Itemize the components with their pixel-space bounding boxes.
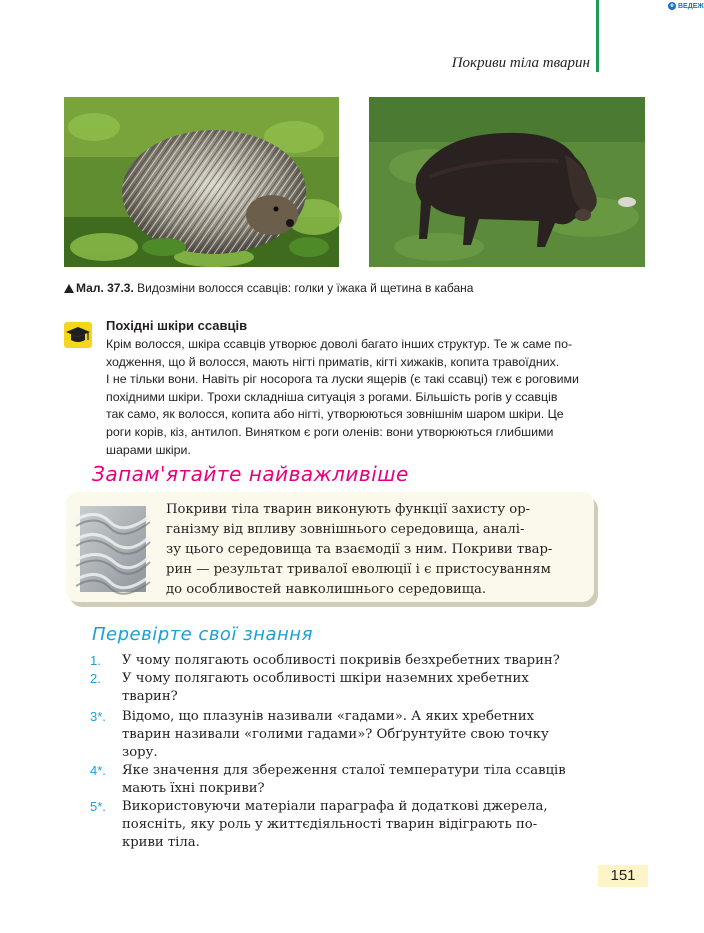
- question-line: тварин?: [122, 689, 178, 704]
- question-text: [122, 762, 600, 798]
- summary-line: ганізму від впливу зовнішнього середовища, аналі-: [166, 522, 525, 537]
- question-number: 4*.: [90, 763, 106, 778]
- question-number: 5*.: [90, 799, 106, 814]
- question-text: [122, 670, 600, 706]
- figure-caption: [64, 281, 664, 295]
- section-title: Похідні шкіри ссавців: [106, 318, 248, 333]
- question-number: 3*.: [90, 709, 106, 724]
- graduation-cap-icon: [64, 322, 92, 348]
- hedgehog-photo: [64, 97, 339, 267]
- logo-circle-icon: e: [668, 2, 676, 10]
- summary-line: до особливостей навколишнього середовища.: [166, 582, 487, 597]
- logo-text: ВЕДЕЖ: [678, 2, 704, 10]
- figure-label: Мал. 37.3.: [76, 281, 134, 295]
- question-line: мають їхні покриви?: [122, 781, 265, 796]
- running-title: Покриви тіла тварин: [451, 55, 590, 71]
- question-line: Яке значення для збереження сталої температури тіла ссавців: [122, 763, 566, 778]
- question-2: [90, 670, 600, 706]
- question-text: [122, 708, 600, 762]
- body-line: шарами шкіри.: [106, 442, 191, 457]
- triangle-marker-icon: [64, 284, 74, 293]
- body-line: ходження, що й волосся, мають нігті приматів, кігті хижаків, копита травоїдних.: [106, 354, 560, 369]
- remember-heading: Запам'ятайте найважливіше: [92, 462, 409, 486]
- body-line: І не тільки вони. Навіть ріг носорога та луски ящерів (є такі ссавці) теж є роговими: [106, 372, 579, 387]
- body-line: похідними шкіри. Трохи складніша ситуація з рогами. Більшість рогів у ссавців: [106, 389, 558, 404]
- summary-line: зу цього середовища та взаємодії з ним. Покриви твар-: [166, 542, 553, 557]
- review-heading: Перевірте свої знання: [92, 624, 313, 645]
- body-line: Крім волосся, шкіра ссавців утворює доволі багато інших структур. Те ж саме по-: [106, 337, 573, 351]
- question-line: поясніть, яку роль у життєдіяльності тварин відіграють по-: [122, 817, 538, 832]
- summary-text: [166, 500, 580, 600]
- section-body: [106, 336, 598, 459]
- summary-line: Покриви тіла тварин виконують функції захисту ор-: [166, 502, 531, 517]
- question-line: тварин називали «голими гадами»? Обґрунтуйте свою точку: [122, 727, 549, 742]
- page-number: 151: [598, 865, 648, 887]
- question-5: [90, 798, 600, 852]
- question-line: зору.: [122, 745, 158, 760]
- question-line: Використовуючи матеріали параграфа й додаткові джерела,: [122, 799, 548, 814]
- figure-caption-text: Видозміни волосся ссавців: голки у їжака й щетина в кабана: [133, 281, 474, 295]
- question-3: [90, 708, 600, 762]
- body-line: так само, як волосся, копита або нігті, утворюються зовнішнім шаром шкіри. Це: [106, 407, 564, 422]
- summary-line: рин — результат тривалої еволюції і є пристосуванням: [166, 562, 551, 577]
- question-number: 1.: [90, 653, 101, 668]
- body-line: роги корів, кіз, антилоп. Винятком є роги оленів: вони утворюються глибшими: [106, 424, 554, 439]
- question-line: У чому полягають особливості покривів безхребетних тварин?: [122, 653, 560, 668]
- question-text: [122, 652, 600, 670]
- publisher-logo: [668, 2, 704, 10]
- skin-texture-image: [80, 506, 146, 592]
- question-1: [90, 652, 600, 670]
- question-line: Відомо, що плазунів називали «гадами». А яких хребетних: [122, 709, 535, 724]
- boar-photo: [369, 97, 645, 267]
- header-rule: [596, 0, 599, 72]
- question-4: [90, 762, 600, 798]
- question-text: [122, 798, 600, 852]
- question-number: 2.: [90, 671, 101, 686]
- question-line: У чому полягають особливості шкіри наземних хребетних: [122, 671, 529, 686]
- question-line: криви тіла.: [122, 835, 200, 850]
